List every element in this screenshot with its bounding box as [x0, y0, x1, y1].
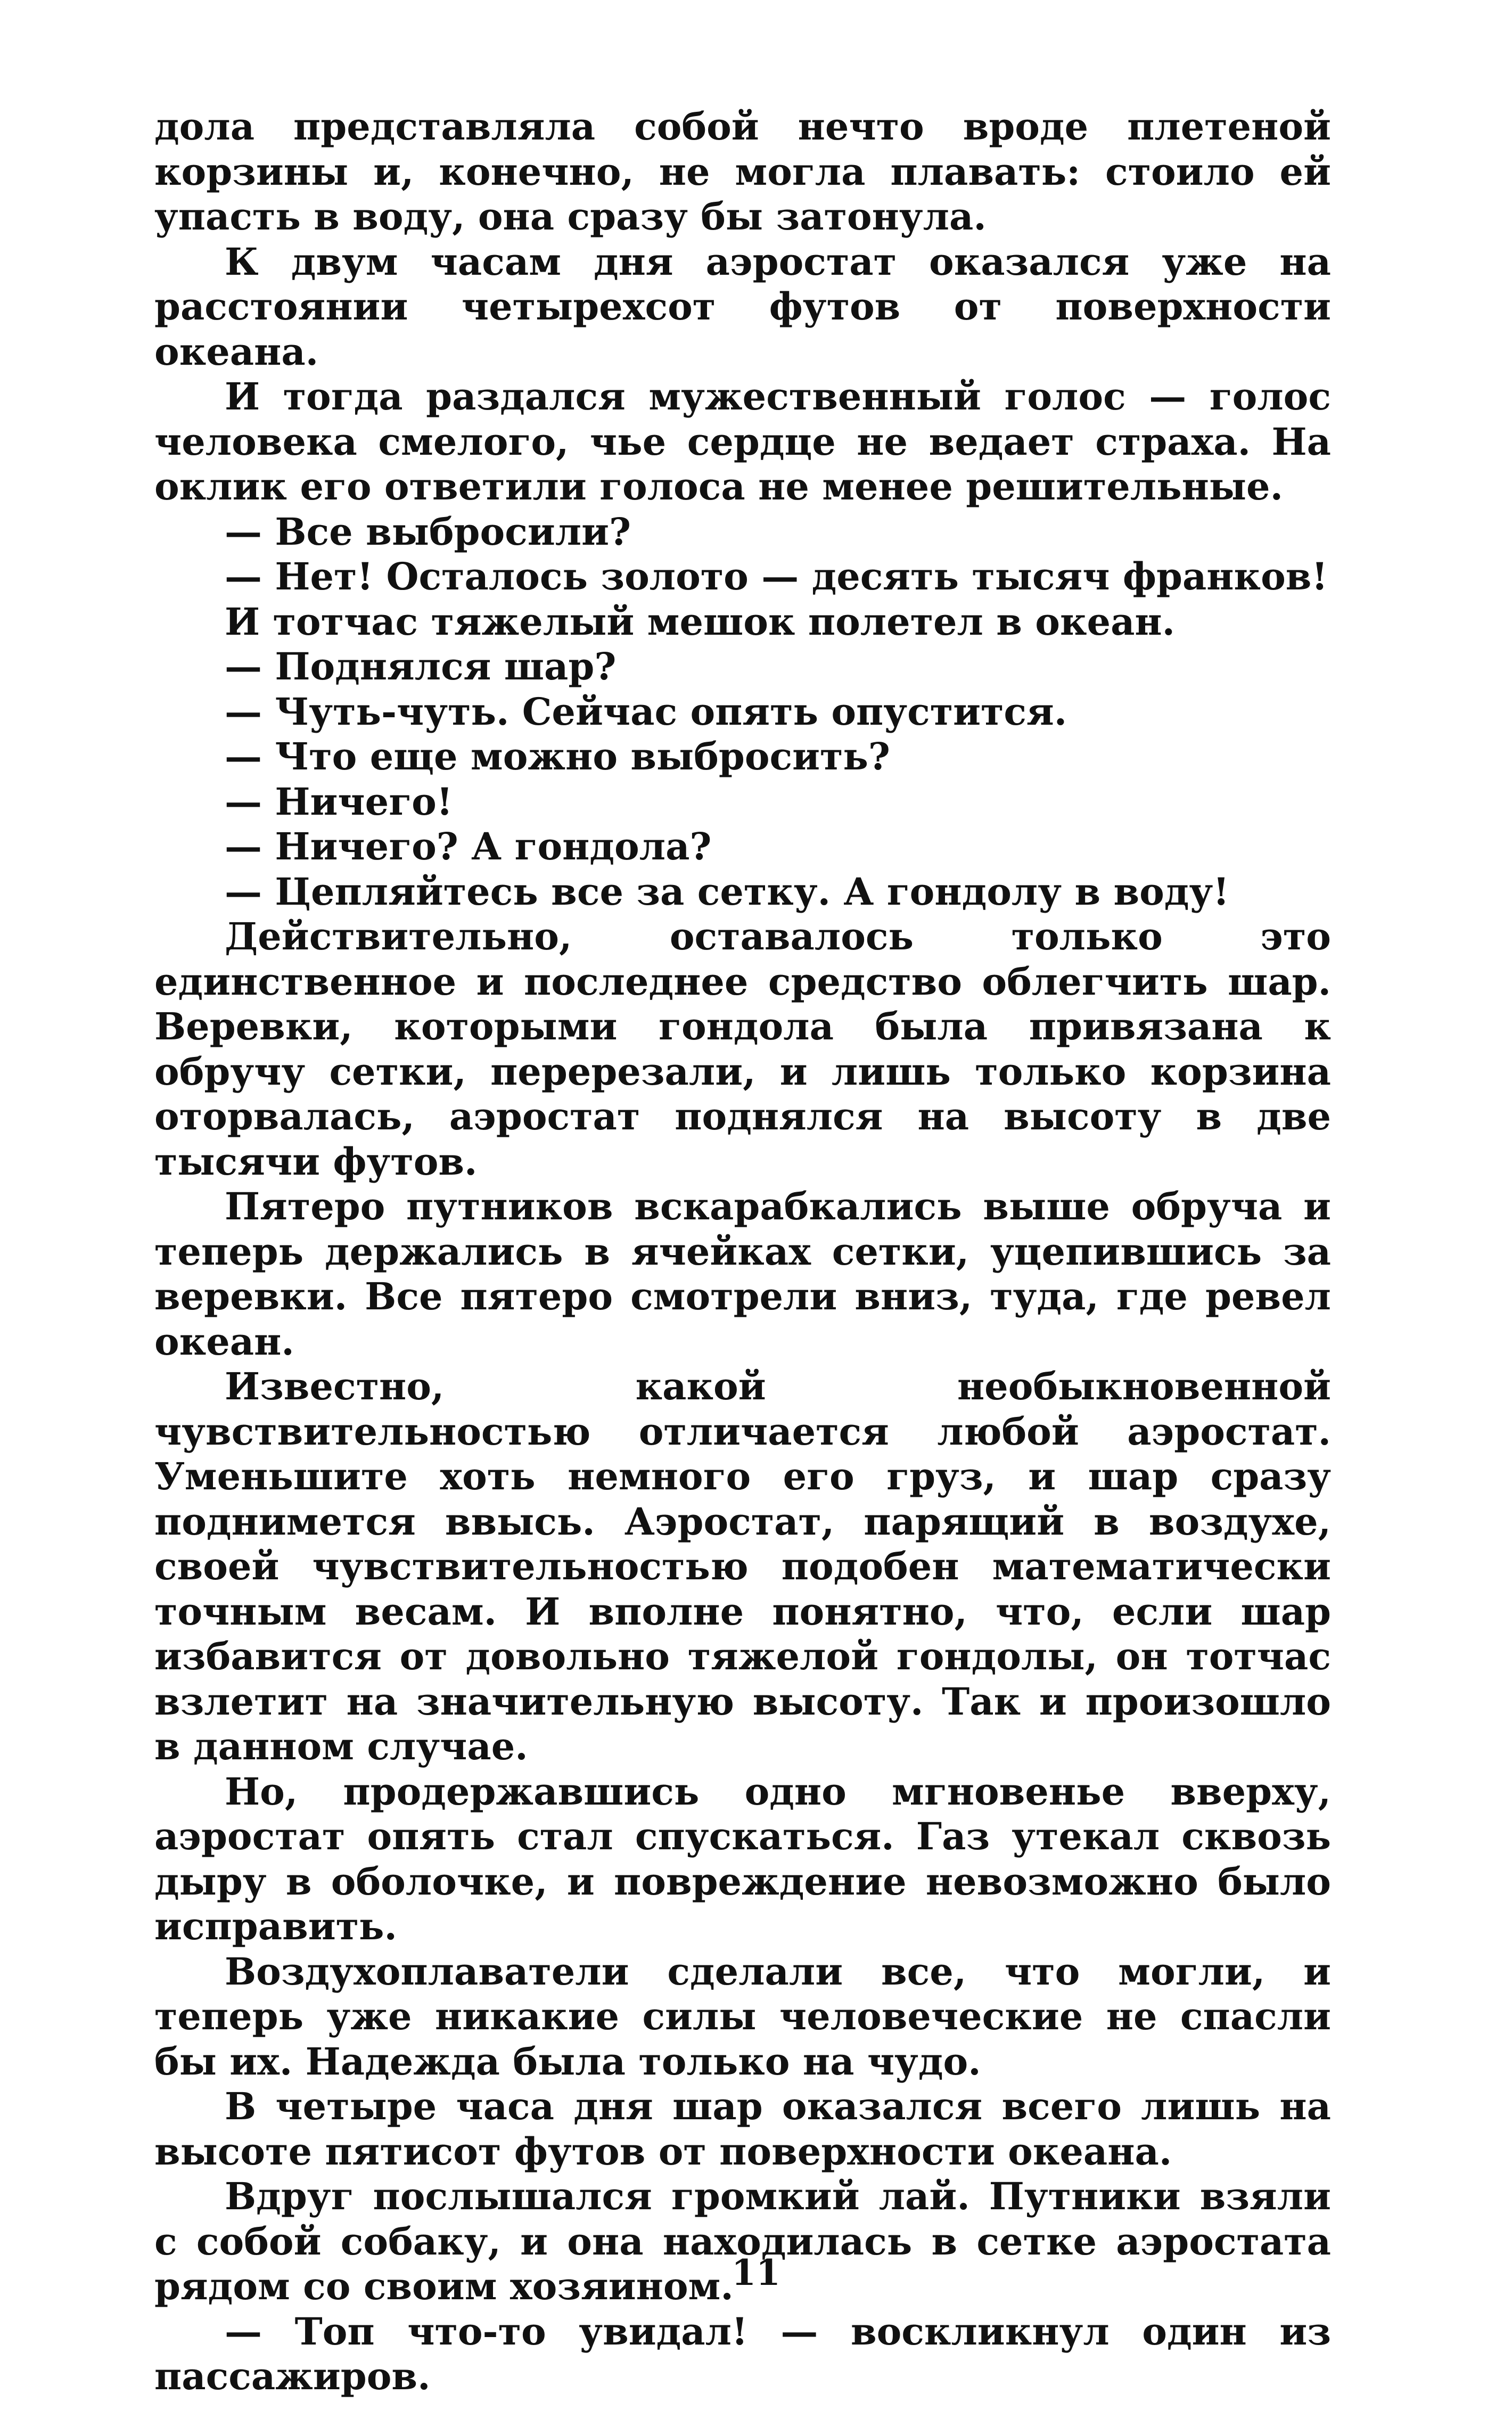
dialogue-line: — Топ что-то увидал! — воскликнул один из пассажиров. [154, 2309, 1331, 2398]
paragraph: Вдруг послышался громкий лай. Путники взяли с собой собаку, и она находилась в сетке аэростата рядом со своим хозяином. [154, 2174, 1331, 2308]
paragraph: В четыре часа дня шар оказался всего лишь на высоте пятисот футов от поверхности океана. [154, 2084, 1331, 2174]
paragraph: Известно, какой необыкновенной чувствительностью отличается любой аэростат. Уменьшите хоть немного его груз, и шар сразу поднимется ввысь. Аэростат, парящий в воздухе, своей чувствительностью подобен математически точным весам. И вполне понятно, что, если шар избавится от довольно тяжелой гондолы, он тотчас взлетит на значительную высоту. Так и произошло в данном случае. [154, 1364, 1331, 1768]
page-number: 11 [732, 2252, 780, 2293]
dialogue-line: — Цепляйтесь все за сетку. А гондолу в воду! [225, 869, 1229, 914]
dialogue-line: — Поднялся шар? [225, 644, 617, 688]
paragraph: И тотчас тяжелый мешок полетел в океан. [225, 599, 1176, 644]
dialogue-line: — Чуть-чуть. Сейчас опять опустится. [225, 689, 1067, 734]
paragraph: Пятеро путников вскарабкались выше обруча и теперь держались в ячейках сетки, уцепившись за веревки. Все пятеро смотрели вниз, туда, где ревел океан. [154, 1184, 1331, 1364]
body-text [154, 104, 1331, 2399]
dialogue-line: — Нет! Осталось золото — десять тысяч франков! [225, 554, 1328, 599]
paragraph: дола представляла собой нечто вроде плетеной корзины и, конечно, не могла плавать: стоило ей упасть в воду, она сразу бы затонула. [154, 104, 1331, 239]
paragraph: Но, продержавшись одно мгновенье вверху, аэростат опять стал спускаться. Газ утекал сквозь дыру в оболочке, и повреждение невозможно было исправить. [154, 1769, 1331, 1948]
paragraph: И тогда раздался мужественный голос — голос человека смелого, чье сердце не ведает страха. На оклик его ответили голоса не менее решительные. [154, 374, 1331, 509]
dialogue-line: — Ничего? А гондола? [225, 824, 712, 868]
dialogue-line: — Ничего! [225, 779, 453, 824]
dialogue-line: — Все выбросили? [225, 509, 631, 554]
dialogue-line: — Что еще можно выбросить? [225, 734, 890, 778]
paragraph: Действительно, оставалось только это единственное и последнее средство облегчить шар. Веревки, которыми гондола была привязана к обручу сетки, перерезали, и лишь только корзина оторвалась, аэростат поднялся на высоту в две тысячи футов. [154, 914, 1331, 1184]
paragraph: Воздухоплаватели сделали все, что могли, и теперь уже никакие силы человеческие не спасли бы их. Надежда была только на чудо. [154, 1949, 1331, 2084]
paragraph: К двум часам дня аэростат оказался уже на расстоянии четырехсот футов от поверхности океана. [154, 239, 1331, 374]
